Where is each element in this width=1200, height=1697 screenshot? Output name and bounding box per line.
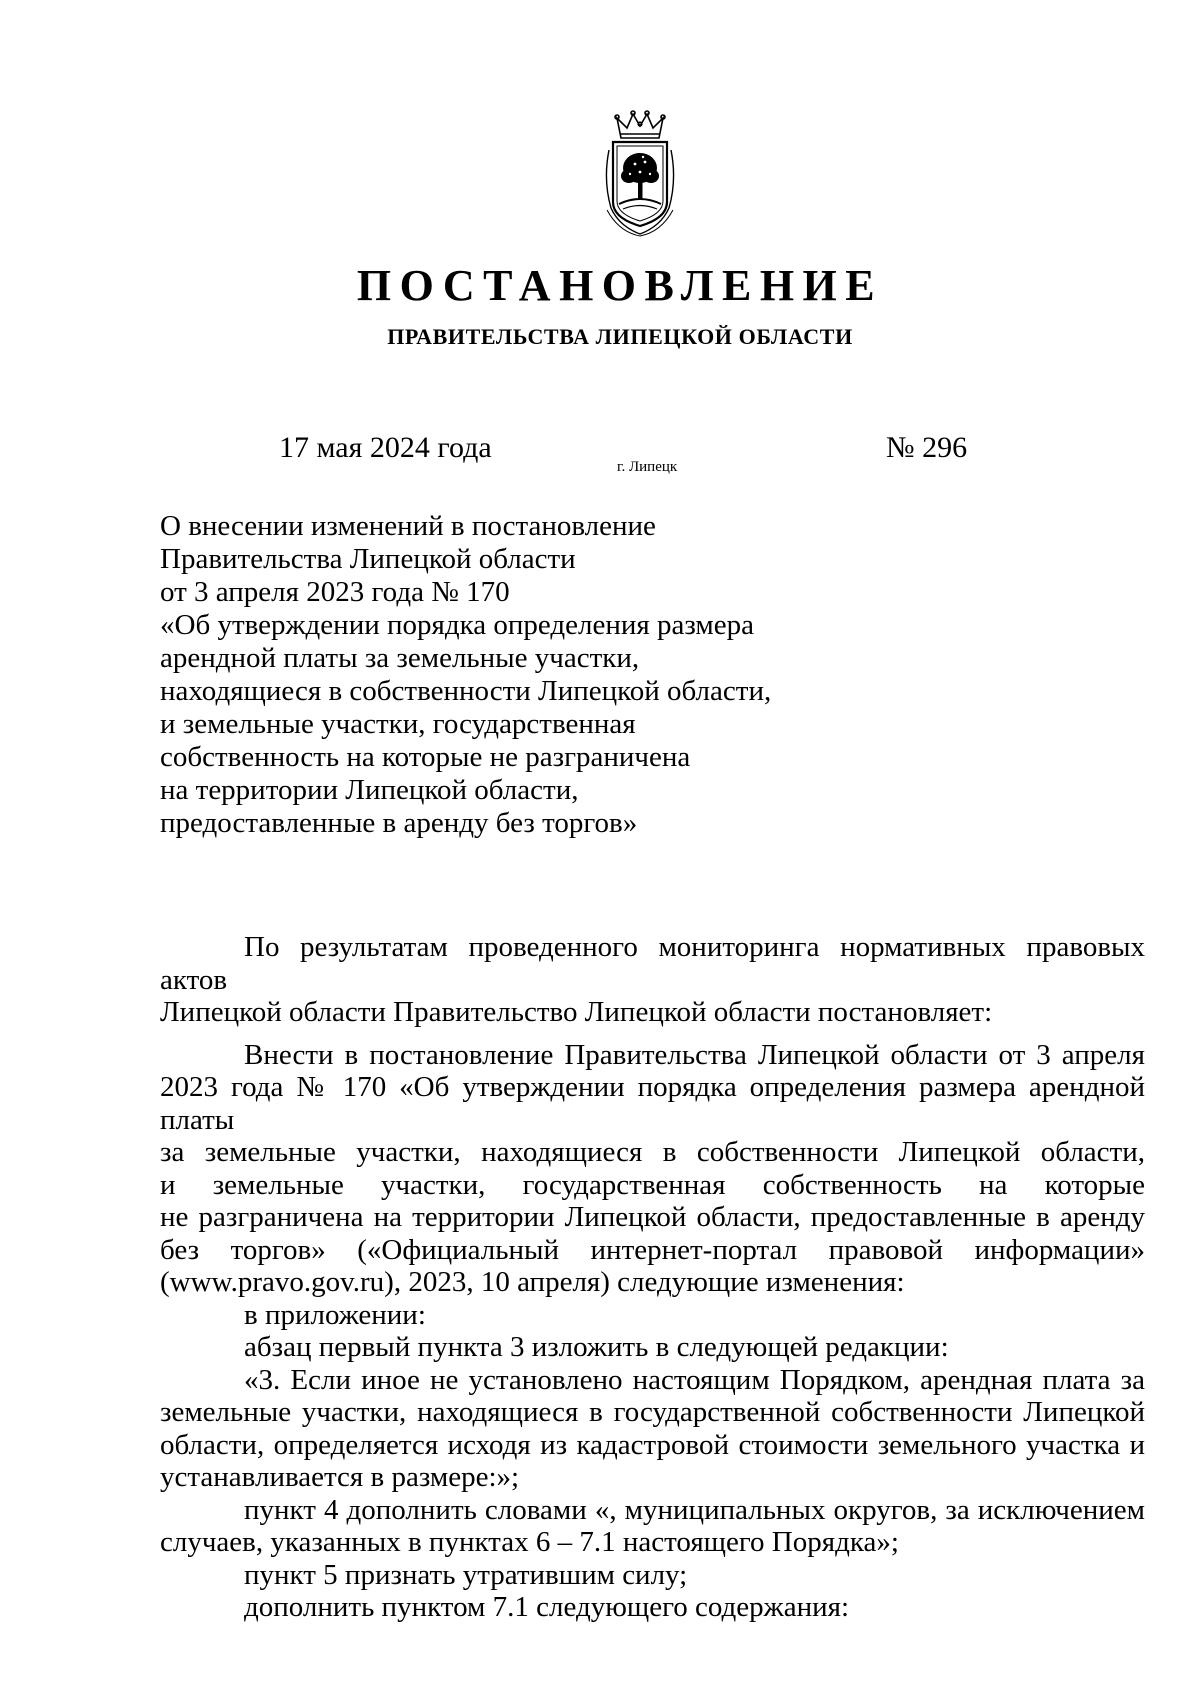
- heading-line: на территории Липецкой области,: [160, 774, 579, 806]
- body-line: без торгов» («Официальный интернет-портал правовой информации»: [160, 1233, 1145, 1266]
- document-number: № 296: [886, 431, 968, 464]
- document-subtitle: ПРАВИТЕЛЬСТВА ЛИПЕЦКОЙ ОБЛАСТИ: [387, 324, 853, 349]
- document-date: 17 мая 2024 года: [279, 431, 492, 464]
- body-line: за земельные участки, находящиеся в собственности Липецкой области,: [160, 1136, 1145, 1168]
- body-paragraph: [160, 1039, 1145, 1299]
- body-line: области, определяется исходя из кадастровой стоимости земельного участка и: [160, 1428, 1145, 1461]
- document-body: [160, 931, 1145, 1624]
- body-paragraph: дополнить пунктом 7.1 следующего содержания:: [244, 1591, 850, 1623]
- heading-line: арендной платы за земельные участки,: [160, 642, 640, 674]
- body-line: не разграничена на территории Липецкой области, предоставленные в аренду: [160, 1201, 1145, 1233]
- body-line: (www.pravo.gov.ru), 2023, 10 апреля) следующие изменения:: [160, 1266, 905, 1298]
- body-line: По результатам проведенного мониторинга нормативных правовых актов: [160, 931, 1145, 996]
- body-line: Внести в постановление Правительства Липецкой области от 3 апреля: [244, 1038, 1145, 1071]
- body-line: «3. Если иное не установлено настоящим Порядком, арендная плата за: [244, 1363, 1145, 1396]
- body-line: 2023 года № 170 «Об утверждении порядка определения размера арендной платы: [160, 1071, 1145, 1136]
- body-paragraph: абзац первый пункта 3 изложить в следующей редакции:: [244, 1331, 949, 1363]
- body-line: пункт 4 дополнить словами «, муниципальных округов, за исключением: [244, 1493, 1145, 1526]
- document-heading: [160, 510, 880, 840]
- body-paragraph: [160, 1494, 1145, 1559]
- heading-line: от 3 апреля 2023 года № 170: [160, 576, 510, 608]
- document-city: г. Липецк: [617, 459, 678, 475]
- body-line: и земельные участки, государственная собственность на которые: [160, 1168, 1145, 1201]
- heading-line: Правительства Липецкой области: [160, 543, 576, 575]
- heading-line: О внесении изменений в постановление: [160, 510, 656, 542]
- body-paragraph: пункт 5 признать утратившим силу;: [244, 1558, 688, 1591]
- coat-of-arms-emblem-icon: [599, 110, 681, 238]
- body-line: Липецкой области Правительство Липецкой области постановляет:: [160, 996, 993, 1028]
- document-title: ПОСТАНОВЛЕНИЕ: [356, 261, 884, 310]
- heading-line: и земельные участки, государственная: [160, 708, 636, 740]
- heading-line: собственность на которые не разграничена: [160, 741, 691, 773]
- body-line: земельные участки, находящиеся в государственной собственности Липецкой: [160, 1396, 1145, 1428]
- heading-line: предоставленные в аренду без торгов»: [160, 807, 638, 839]
- body-paragraph: [160, 1364, 1145, 1494]
- body-paragraph: [160, 931, 1145, 1029]
- body-line: устанавливается в размере:»;: [160, 1461, 520, 1493]
- heading-line: «Об утверждении порядка определения размера: [160, 609, 754, 641]
- body-line: случаев, указанных в пунктах 6 – 7.1 настоящего Порядка»;: [160, 1526, 899, 1558]
- heading-line: находящиеся в собственности Липецкой области,: [160, 675, 772, 707]
- body-paragraph: в приложении:: [244, 1298, 426, 1331]
